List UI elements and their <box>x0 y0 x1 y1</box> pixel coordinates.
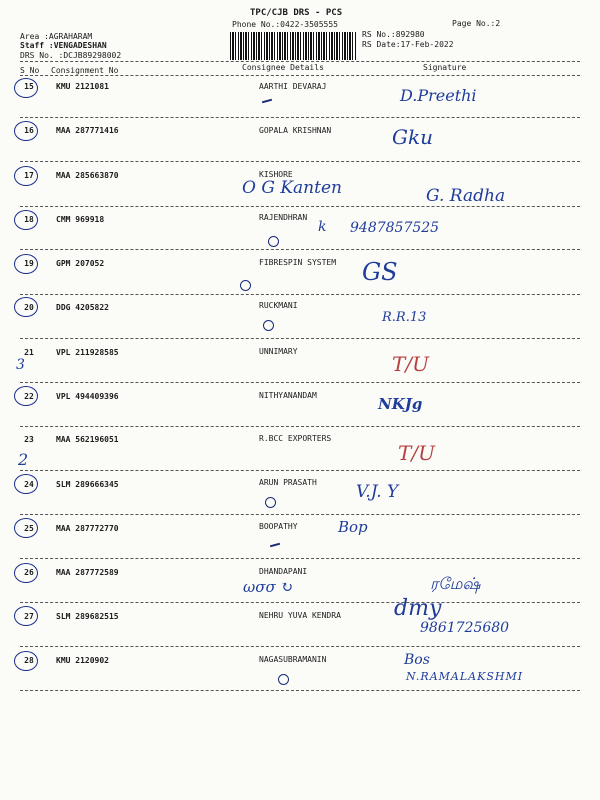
row-signature-2: G. Radha <box>426 186 506 206</box>
column-divider <box>20 75 580 76</box>
area-label: Area :AGRAHARAM <box>20 32 93 41</box>
row-divider <box>20 646 580 647</box>
row-consignment: MAA 287772770 <box>56 524 119 533</box>
row-sno: 18 <box>24 215 34 224</box>
stamp-mark <box>265 497 276 508</box>
row-divider <box>20 602 580 603</box>
column-header-signature: Signature <box>423 63 467 72</box>
barcode <box>230 32 356 60</box>
row-sno: 20 <box>24 303 34 312</box>
rs-number: RS No.:892980 <box>362 30 425 39</box>
staff-label: Staff :VENGADESHAN <box>20 41 107 50</box>
row-consignee: FIBRESPIN SYSTEM <box>259 258 337 267</box>
row-consignee: RAJENDHRAN <box>259 213 308 222</box>
header-divider <box>20 61 580 62</box>
signature-scribble: Bos <box>404 652 430 668</box>
row-consignee: AARTHI DEVARAJ <box>259 82 327 91</box>
row-consignee: NITHYANANDAM <box>259 391 317 400</box>
drs-number: DRS No. :DCJB89298002 <box>20 51 122 60</box>
stamp-mark <box>268 236 279 247</box>
row-divider <box>20 338 580 339</box>
row-signature: T/U <box>398 441 435 465</box>
row-consignee: ARUN PRASATH <box>259 478 317 487</box>
row-sno: 22 <box>24 392 34 401</box>
stamp-mark <box>240 280 251 291</box>
row-consignment: MAA 285663870 <box>56 171 119 180</box>
row-signature: T/U <box>392 352 429 376</box>
row-consignee: UNNIMARY <box>259 347 298 356</box>
row-consignee: DHANDAPANI <box>259 567 308 576</box>
row-consignment: SLM 289682515 <box>56 612 119 621</box>
row-consignee: BOOPATHY <box>259 522 298 531</box>
row-sno: 19 <box>24 259 34 268</box>
row-signature: Gku <box>392 125 433 149</box>
report-title: TPC/CJB DRS - PCS <box>250 8 343 18</box>
row-signature: 9487857525 <box>350 220 440 236</box>
row-consignee: NEHRU YUVA KENDRA <box>259 611 341 620</box>
row-divider <box>20 294 580 295</box>
row-consignment: DDG 4205822 <box>56 303 109 312</box>
row-signature: V.J. Y <box>356 482 399 502</box>
signature-scribble: ωσσ ↻ <box>243 578 294 596</box>
rs-date: RS Date:17-Feb-2022 <box>362 40 454 49</box>
row-sno: 15 <box>24 82 34 91</box>
row-consignment: MAA 287771416 <box>56 126 119 135</box>
row-signature: ரமேஷ் <box>430 574 481 593</box>
tally-mark: 3 <box>16 357 25 373</box>
row-consignment: KMU 2121081 <box>56 82 109 91</box>
row-consignment: VPL 211928585 <box>56 348 119 357</box>
row-sno: 28 <box>24 656 34 665</box>
row-consignee: RUCKMANI <box>259 301 298 310</box>
column-header-consignment: Consignment No <box>51 66 119 75</box>
stamp-mark <box>278 674 289 685</box>
row-sno: 16 <box>24 126 34 135</box>
row-divider <box>20 514 580 515</box>
row-sno: 25 <box>24 524 34 533</box>
row-consignment: SLM 289666345 <box>56 480 119 489</box>
row-consignee: GOPALA KRISHNAN <box>259 126 332 135</box>
page-number: Page No.:2 <box>452 19 501 28</box>
row-divider <box>20 161 580 162</box>
row-consignment: KMU 2120902 <box>56 656 109 665</box>
row-consignment: GPM 207052 <box>56 259 105 268</box>
row-divider <box>20 249 580 250</box>
row-divider <box>20 470 580 471</box>
tally-mark: 2 <box>18 450 29 469</box>
row-consignment: MAA 287772589 <box>56 568 119 577</box>
pen-tick <box>270 543 280 548</box>
row-signature: D.Preethi <box>400 86 477 105</box>
row-sno: 17 <box>24 171 34 180</box>
row-signature: O G Kanten <box>242 178 342 198</box>
stamp-mark <box>263 320 274 331</box>
row-divider <box>20 558 580 559</box>
row-sno: 24 <box>24 480 34 489</box>
row-consignment: VPL 494409396 <box>56 392 119 401</box>
row-sno: 26 <box>24 568 34 577</box>
row-consignment: CMM 969918 <box>56 215 105 224</box>
row-sno: 27 <box>24 612 34 621</box>
row-divider <box>20 117 580 118</box>
row-divider <box>20 206 580 207</box>
row-signature: R.R.13 <box>382 310 427 325</box>
signature-scribble: dmy <box>394 596 442 621</box>
row-signature: Bop <box>338 518 368 536</box>
row-signature: GS <box>362 258 398 286</box>
signature-scribble: k <box>318 219 327 235</box>
row-consignment: MAA 562196051 <box>56 435 119 444</box>
row-consignee: NAGASUBRAMANIN <box>259 655 327 664</box>
phone-number: Phone No.:0422-3505555 <box>232 20 338 29</box>
row-signature: 9861725680 <box>420 620 510 636</box>
row-consignee: R.BCC EXPORTERS <box>259 434 332 443</box>
row-divider <box>20 426 580 427</box>
row-sno: 21 <box>24 348 34 357</box>
row-divider <box>20 382 580 383</box>
row-divider <box>20 690 580 691</box>
pen-tick <box>262 99 272 104</box>
column-header-details: Consignee Details <box>242 63 324 72</box>
row-signature: NKJg <box>378 395 423 413</box>
row-consignee: KISHORE <box>259 170 293 179</box>
column-header-sno: S No <box>20 66 40 75</box>
row-sno: 23 <box>24 435 34 444</box>
row-signature: N.RAMALAKSHMI <box>406 670 524 683</box>
